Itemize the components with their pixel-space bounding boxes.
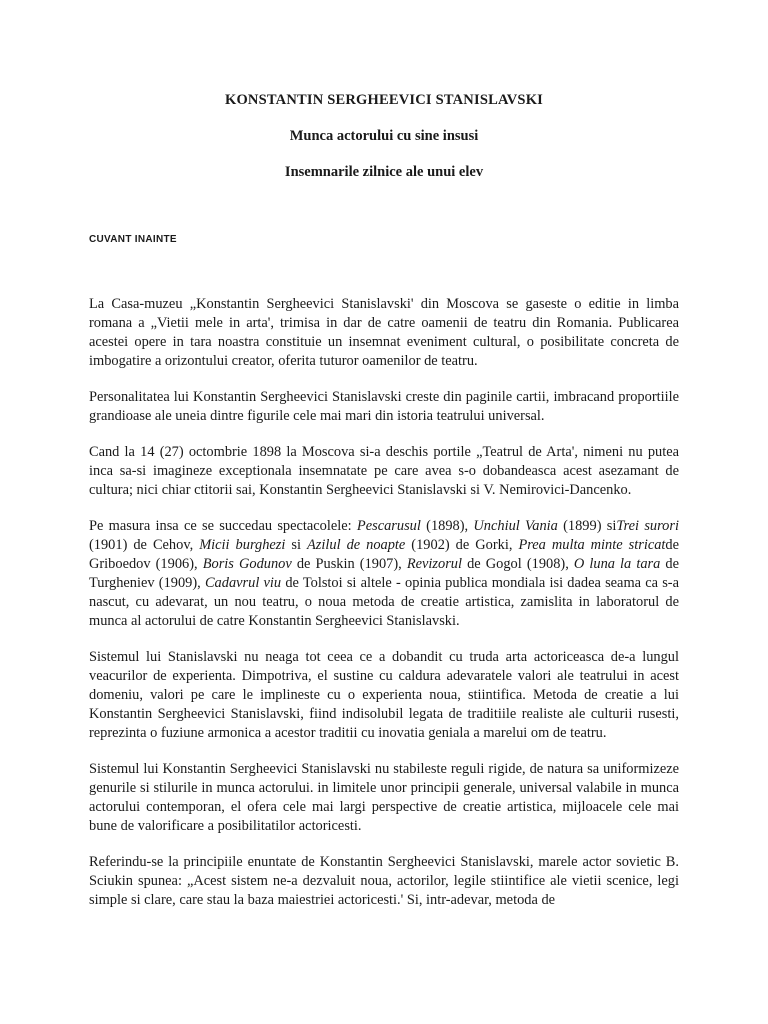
section-heading: CUVANT INAINTE [89, 234, 177, 245]
italic-title: Azilul de noapte [306, 537, 406, 553]
text-run: Sistemul lui Konstantin Sergheevici Stanislavski nu stabileste reguli rigide, de natura sa uniformizeze genurile si stilurile in munca actorului. in limitele unor principii generale, universal valabile in munca actorului contemporan, el ofera cele mai largi perspective de creatie artistica, mijloacele cele mai bune de valorificare a posibilitatilor actoricesti. [89, 761, 679, 834]
body-text [89, 295, 679, 927]
document-subtitle-secondary: Insemnarile zilnice ale unui elev [284, 164, 484, 180]
italic-title: Pescarusul [356, 518, 421, 534]
paragraph [89, 853, 679, 910]
text-run: Cand la 14 (27) octombrie 1898 la Moscova si-a deschis portile „Teatrul de Arta', nimeni nu putea inca sa-si imagineze exceptionala insemnatate pe care avea s-o dobandeasca acest asezamant de cultura; nici chiar ctitorii sai, Konstantin Sergheevici Stanislavski si V. Nemirovici-Dancenko. [89, 444, 679, 498]
text-run: de Puskin (1907), [291, 556, 407, 572]
text-run: La Casa-muzeu „Konstantin Sergheevici Stanislavski' din Moscova se gaseste o editie in limba romana a „Vietii mele in arta', trimisa in dar de catre oamenii de teatru din Romania. Publicarea acestei opere in tara noastra constituie un insemnat eveniment cultural, o posibilitate concreta de imbogatire a orizontului creator, oferita tuturor oamenilor de teatru. [89, 296, 679, 369]
text-run: Referindu-se la principiile enuntate de Konstantin Sergheevici Stanislavski, marele actor sovietic B. Sciukin spunea: „Acest sistem ne-a dezvaluit noua, actorilor, legile stiintifice ale vietii scenice, legi simple si clare, care stau la baza maiestriei actoricesti.' Si, intr-adevar, metoda de [89, 854, 679, 908]
text-run: (1899) si [557, 518, 617, 534]
text-run: (1902) de Gorki, [405, 537, 519, 553]
paragraph [89, 648, 679, 743]
text-run: si [285, 537, 307, 553]
italic-title: Prea multa minte stricat [518, 537, 666, 553]
paragraph [89, 517, 679, 631]
italic-title: Cadavrul viu [204, 575, 282, 591]
italic-title: Trei surori [616, 518, 679, 534]
paragraph [89, 443, 679, 500]
text-run: de Turgheniev (1909), [89, 556, 680, 591]
italic-title: Boris Godunov [202, 556, 292, 572]
document-title: KONSTANTIN SERGHEEVICI STANISLAVSKI [224, 92, 544, 108]
document-subtitle: Munca actorului cu sine insusi [289, 128, 479, 144]
italic-title: Revizorul [406, 556, 462, 572]
italic-title: O luna la tara [573, 556, 661, 572]
paragraph [89, 295, 679, 371]
text-run: Sistemul lui Stanislavski nu neaga tot ceea ce a dobandit cu truda arta actoriceasca de-a lungul veacurilor de experienta. Dimpotriva, el sustine cu caldura adevaratele valori ale teatrului in acest domeniu, valori pe care le implineste cu o experienta noua, stiintifica. Metoda de creatie a lui Konstantin Sergheevici Stanislavski, fiind indisolubil legata de traditiile realiste ale culturii rusesti, reprezinta o fuziune armonica a acestor traditii cu inovatia geniala a marelui om de teatru. [89, 649, 679, 741]
text-run: de Tolstoi si altele - opinia publica mondiala isi dadea seama ca s-a nascut, cu adevarat, un nou teatru, o noua metoda de creatie artistica, zamislita in laboratorul de munca al actorului de catre Konstantin Sergheevici Stanislavski. [89, 575, 679, 629]
text-run: de Griboedov (1906), [89, 537, 679, 572]
text-run: Pe masura insa ce se succedau spectacolele: [89, 518, 357, 534]
text-run: Personalitatea lui Konstantin Sergheevici Stanislavski creste din paginile cartii, imbracand proportiile grandioase ale uneia dintre figurile cele mai mari din istoria teatrului universal. [89, 389, 679, 424]
italic-title: Micii burghezi [199, 537, 286, 553]
text-run: (1901) de Cehov, [89, 537, 200, 553]
text-run: (1898), [420, 518, 474, 534]
italic-title: Unchiul Vania [473, 518, 558, 534]
paragraph [89, 388, 679, 426]
paragraph [89, 760, 679, 836]
text-run: de Gogol (1908), [462, 556, 574, 572]
